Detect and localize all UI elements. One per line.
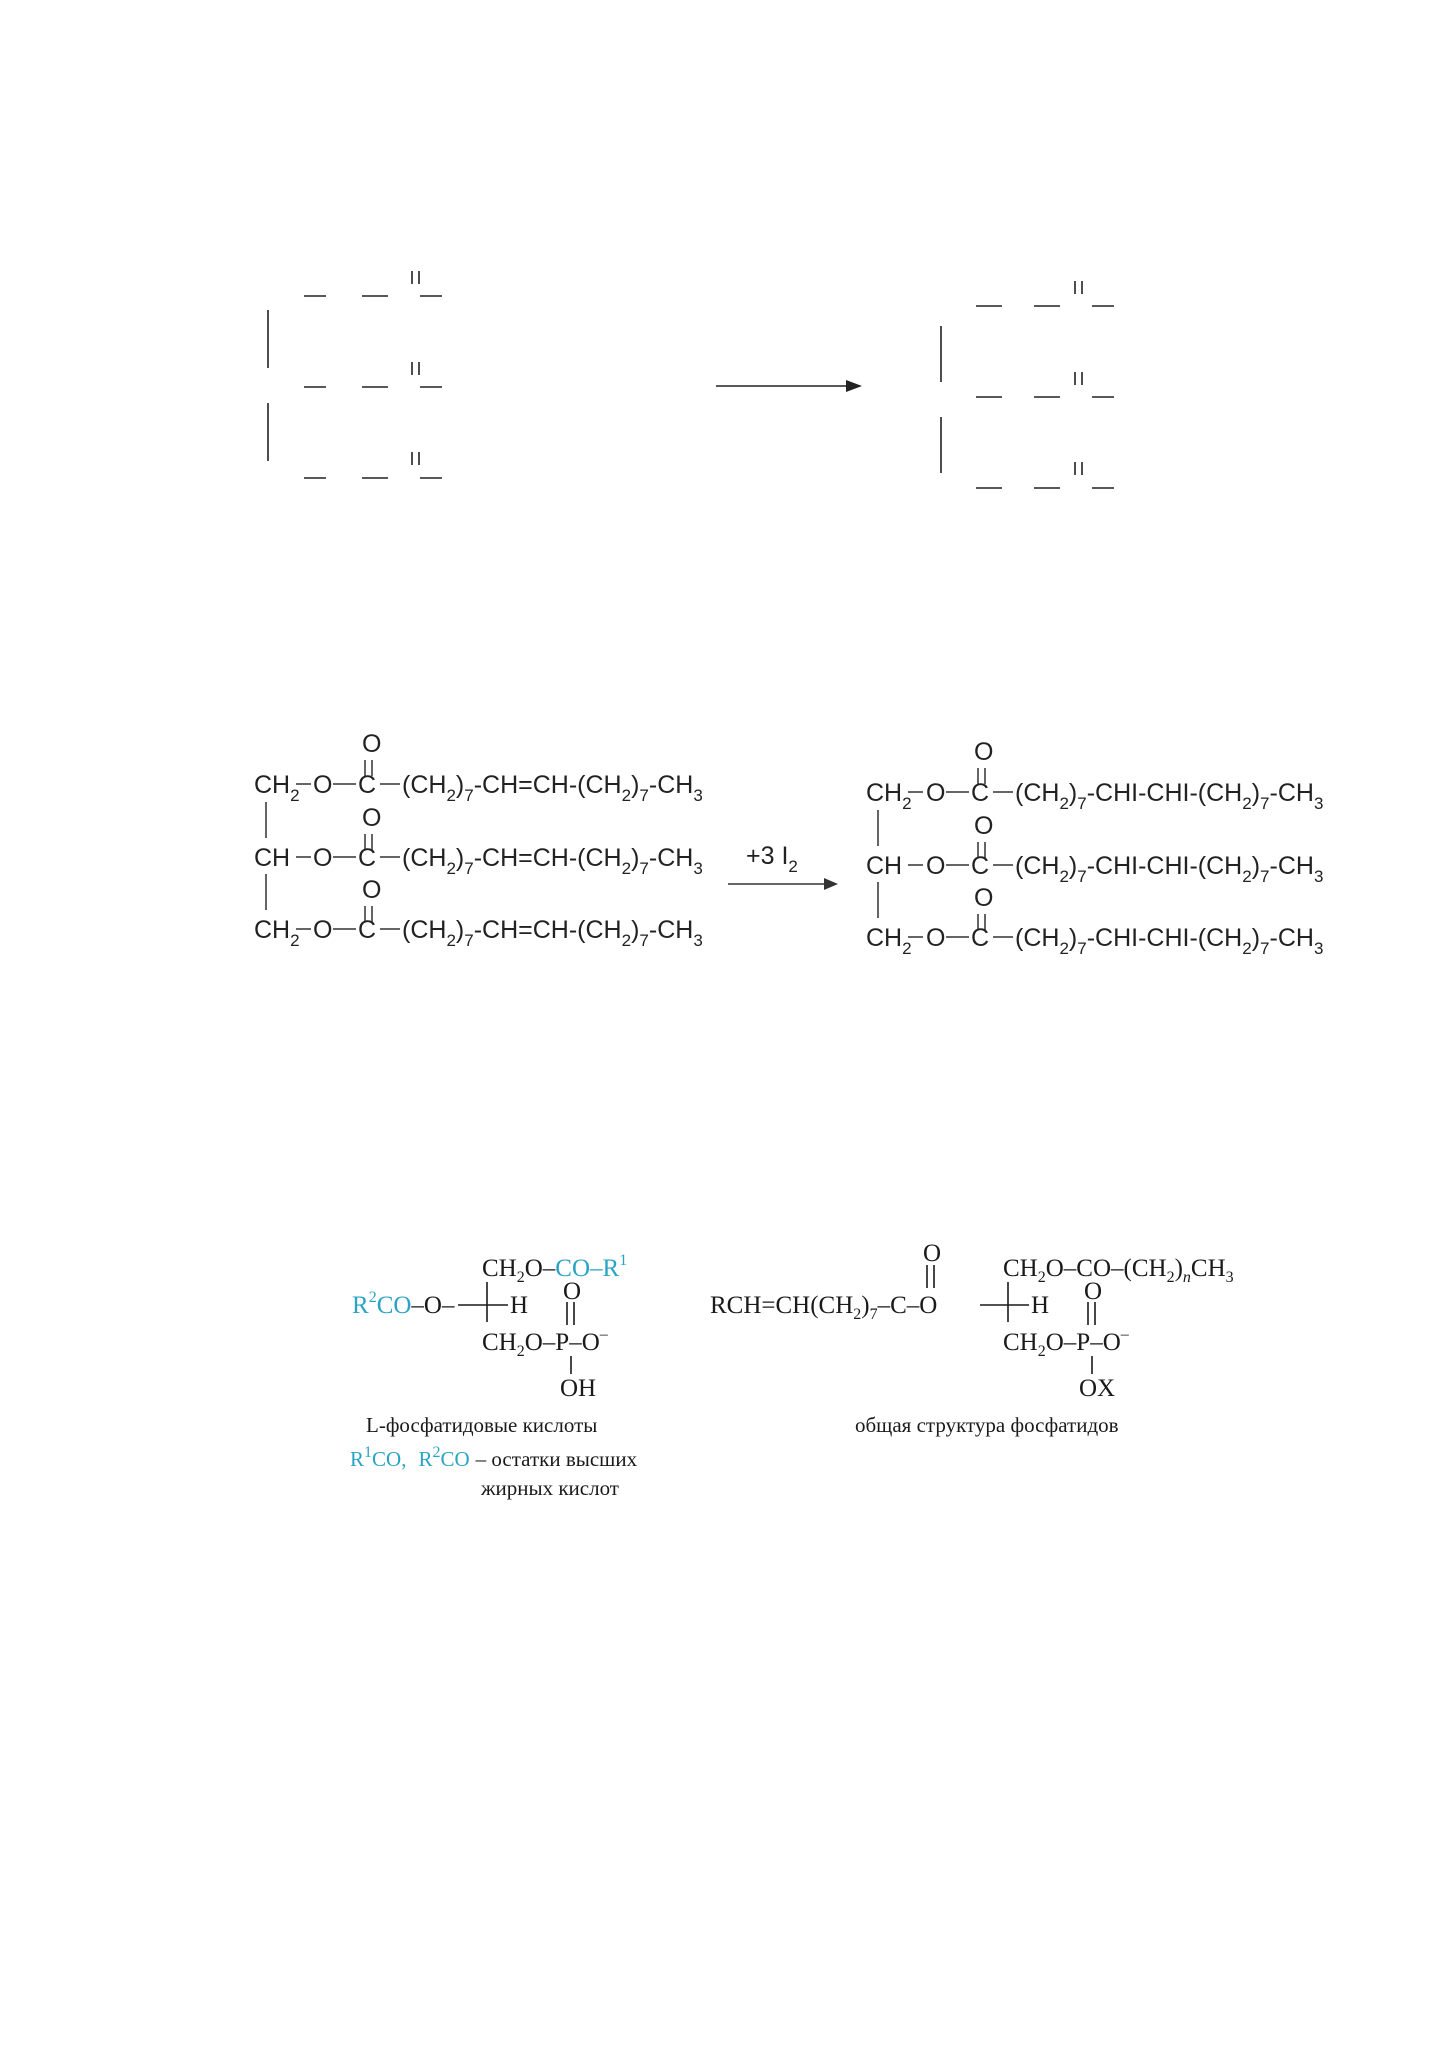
svg-text:C: C: [971, 779, 990, 807]
svg-text:O: O: [974, 812, 994, 840]
carbonyl-oxygen: O: [362, 804, 382, 832]
svg-text:H: H: [510, 1292, 529, 1319]
svg-text:O: O: [313, 916, 333, 944]
svg-text:O: O: [313, 771, 333, 799]
svg-text:C: C: [971, 852, 990, 880]
general-phosphatide-structure: [710, 1240, 1234, 1402]
svg-text:(CH2)7-CHI-CHI-(CH2)7-CH3: $(CH_2)_7-CHI-CHI-(CH_2)_7-CH_3$: [1015, 779, 1324, 813]
svg-text:H: H: [1031, 1292, 1050, 1319]
svg-text:CH: CH: [866, 852, 903, 880]
svg-text:O: O: [926, 779, 946, 807]
svg-text:CH2: $CH_2$: [254, 916, 300, 950]
svg-text:O: O: [563, 1278, 582, 1305]
svg-text:+3 I2: +3 $I_2$: [746, 842, 798, 876]
svg-text:CH2O–CO–R1: $CH_2O-CO-R^1$: [482, 1252, 628, 1286]
svg-text:C: C: [358, 844, 377, 872]
carbonyl-oxygen: O: [362, 730, 382, 758]
svg-text:O: O: [974, 738, 994, 766]
svg-text:C: C: [971, 924, 990, 952]
svg-text:O: O: [1084, 1278, 1103, 1305]
svg-text:O: O: [923, 1240, 942, 1267]
svg-text:OX: OX: [1079, 1375, 1116, 1402]
svg-text:CH2: $CH_2$: [254, 771, 300, 805]
svg-text:O: O: [926, 924, 946, 952]
svg-text:R2CO–O–: $R^2CO-O-$: [352, 1289, 455, 1319]
svg-text:(CH2)7-CHI-CHI-(CH2)7-CH3: $(CH_2)_7-CHI-CHI-(CH_2)_7-CH_3$: [1015, 852, 1324, 886]
svg-text:CH2O–CO–(CH2)nCH3: $CH_2O-CO-(CH_2)_nCH_3$: [1003, 1255, 1234, 1286]
svg-text:O: O: [974, 884, 994, 912]
svg-text:CH2O–P–O–: $CH_2O-P-O^-$: [1003, 1326, 1129, 1360]
carbonyl-oxygen: O: [362, 876, 382, 904]
svg-text:(CH2)7-CH=CH-(CH2)7-CH3: $(CH_2)_7-CH=CH-(CH_2)_7-CH_3$: [402, 844, 703, 878]
svg-text:CH2: $CH_2$: [866, 924, 912, 958]
svg-text:C: C: [358, 916, 377, 944]
svg-text:C: C: [358, 771, 377, 799]
svg-text:O: O: [313, 844, 333, 872]
caption-fatty-acids: жирных кислот: [481, 1476, 619, 1500]
caption-general-structure: общая структура фосфатидов: [855, 1413, 1119, 1437]
svg-text:CH2O–P–O–: $CH_2O-P-O^-$: [482, 1326, 608, 1360]
svg-text:RCH=CH(CH2)7–C–O: $RCH=CH(CH_2)_7-C-O$: [710, 1292, 938, 1323]
svg-text:(CH2)7-CH=CH-(CH2)7-CH3: $(CH_2)_7-CH=CH-(CH_2)_7-CH_3$: [402, 916, 703, 950]
svg-text:CH2: $CH_2$: [866, 779, 912, 813]
reagent-label: +3 I: [746, 842, 789, 870]
phosphatidic-acid-structure: [352, 1252, 627, 1402]
caption-phosphatidic-acids: L-фосфатидовые кислоты: [366, 1413, 598, 1437]
svg-text:(CH2)7-CH=CH-(CH2)7-CH3: $(CH_2)_7-CH=CH-(CH_2)_7-CH_3$: [402, 771, 703, 805]
svg-text:(CH2)7-CHI-CHI-(CH2)7-CH3: $(CH_2)_7-CHI-CHI-(CH_2)_7-CH_3$: [1015, 924, 1324, 958]
svg-text:CH: CH: [254, 844, 291, 872]
caption-residues: $R^1CO$, $R^2CO$ – остатки высших: [350, 1444, 638, 1471]
svg-text:O: O: [926, 852, 946, 880]
svg-text:OH: OH: [560, 1375, 597, 1402]
